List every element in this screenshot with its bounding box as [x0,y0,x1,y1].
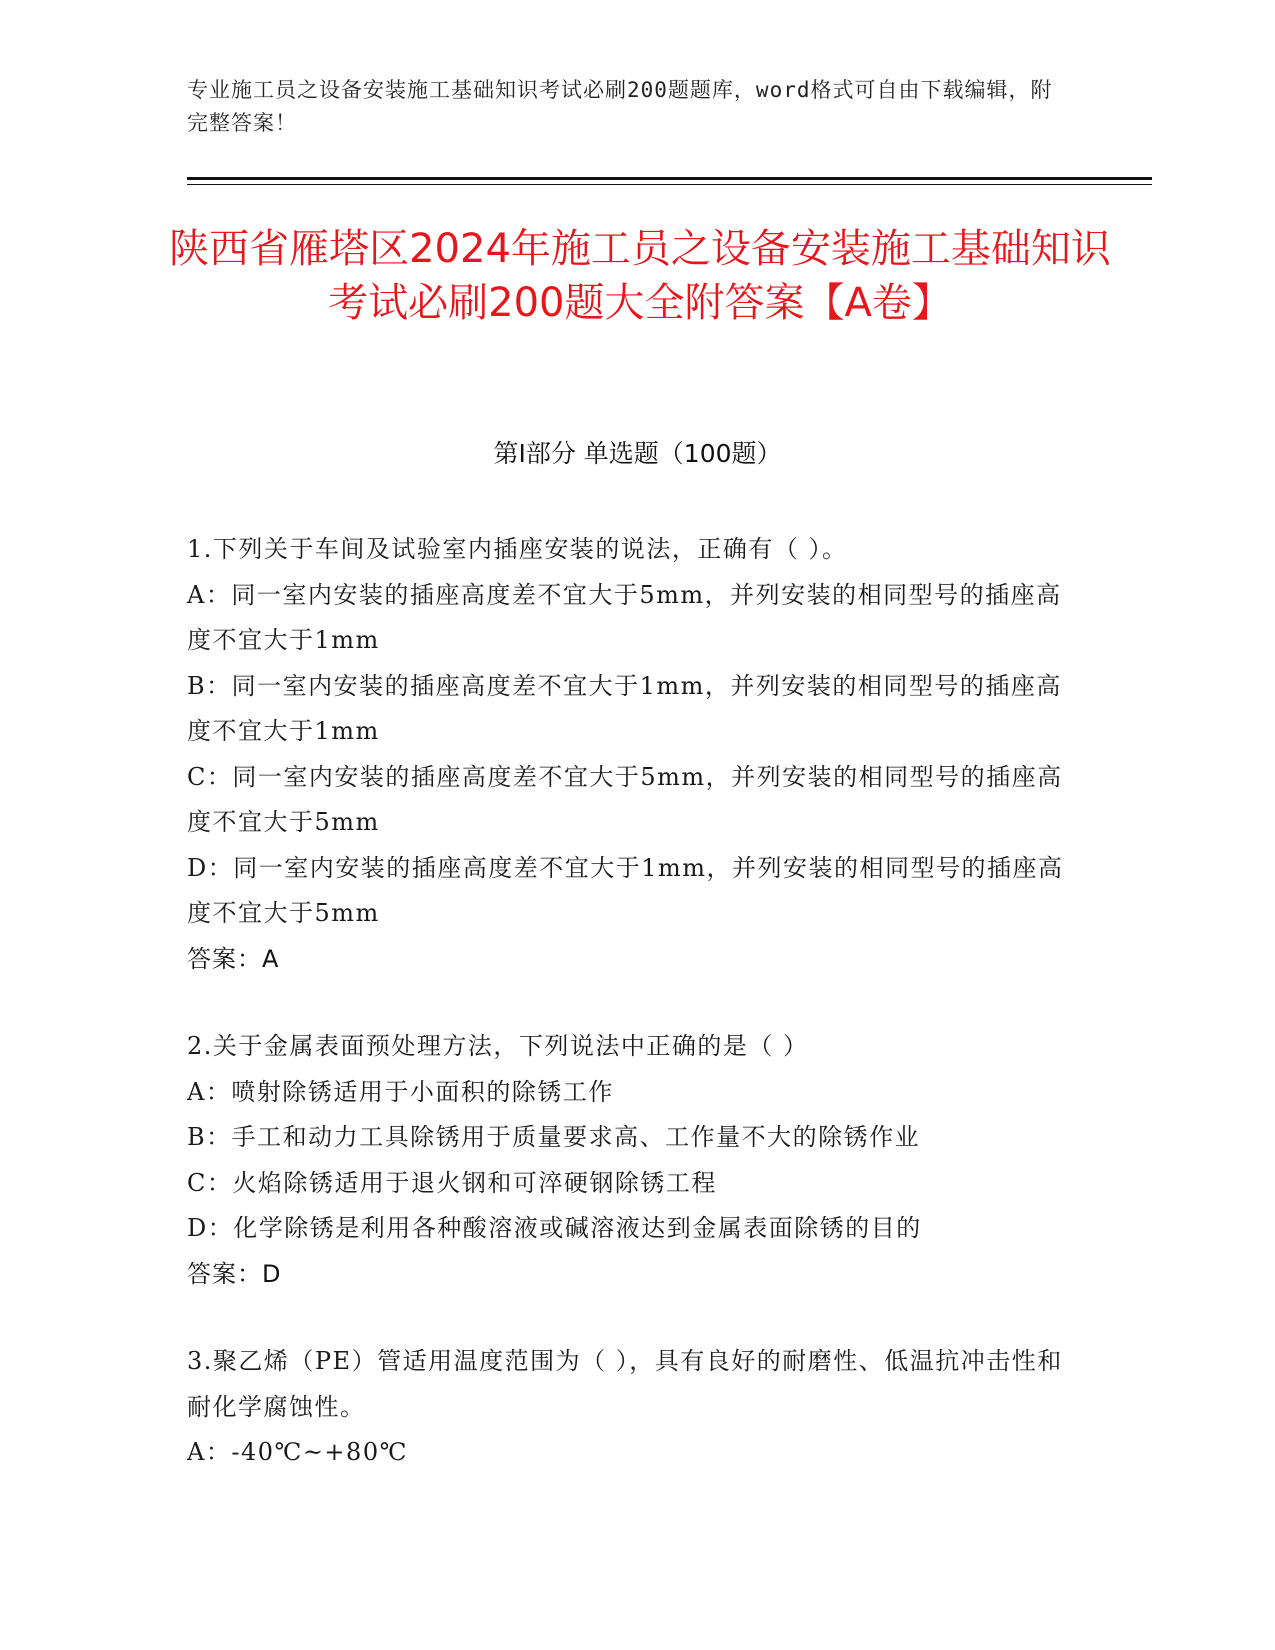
option-c: C：火焰除锈适用于退火钢和可淬硬钢除锈工程 [187,1168,717,1197]
answer: 答案：A [187,944,280,973]
question-3 [187,1339,1067,1476]
header-divider-thick [187,177,1152,180]
answer: 答案：D [187,1259,282,1288]
question-2 [187,1024,1067,1297]
option-d: D：化学除锈是利用各种酸溶液或碱溶液达到金属表面除锈的目的 [187,1214,922,1242]
section-heading: 第I部分 单选题（100题） [493,439,782,468]
question-stem: 3.聚乙烯（PE）管适用温度范围为（ ），具有良好的耐磨性、低温抗冲击性和耐化学腐蚀性。 [187,1347,1063,1421]
option-b: B：同一室内安装的插座高度差不宜大于1mm，并列安装的相同型号的插座高度不宜大于1mm [187,671,1062,745]
question-stem: 1.下列关于车间及试验室内插座安装的说法，正确有（ ）。 [187,535,848,563]
question-1 [187,527,1067,982]
header-divider-thin [187,184,1152,185]
document-title: 陕西省雁塔区2024年施工员之设备安装施工基础知识考试必刷200题大全附答案【A卷】 [169,226,1111,326]
option-a: A：同一室内安装的插座高度差不宜大于5mm，并列安装的相同型号的插座高度不宜大于1mm [187,580,1062,654]
option-a: A：喷射除锈适用于小面积的除锈工作 [187,1077,614,1106]
question-stem: 2.关于金属表面预处理方法，下列说法中正确的是（ ） [187,1032,809,1060]
option-a: A：-40℃~+80℃ [187,1438,408,1466]
option-d: D：同一室内安装的插座高度差不宜大于1mm，并列安装的相同型号的插座高度不宜大于5mm [187,853,1064,927]
option-c: C：同一室内安装的插座高度差不宜大于5mm，并列安装的相同型号的插座高度不宜大于5mm [187,762,1063,836]
option-b: B：手工和动力工具除锈用于质量要求高、工作量不大的除锈作业 [187,1123,921,1151]
header-note: 专业施工员之设备安装施工基础知识考试必刷200题题库，word格式可自由下载编辑，附完整答案！ [187,78,1053,135]
